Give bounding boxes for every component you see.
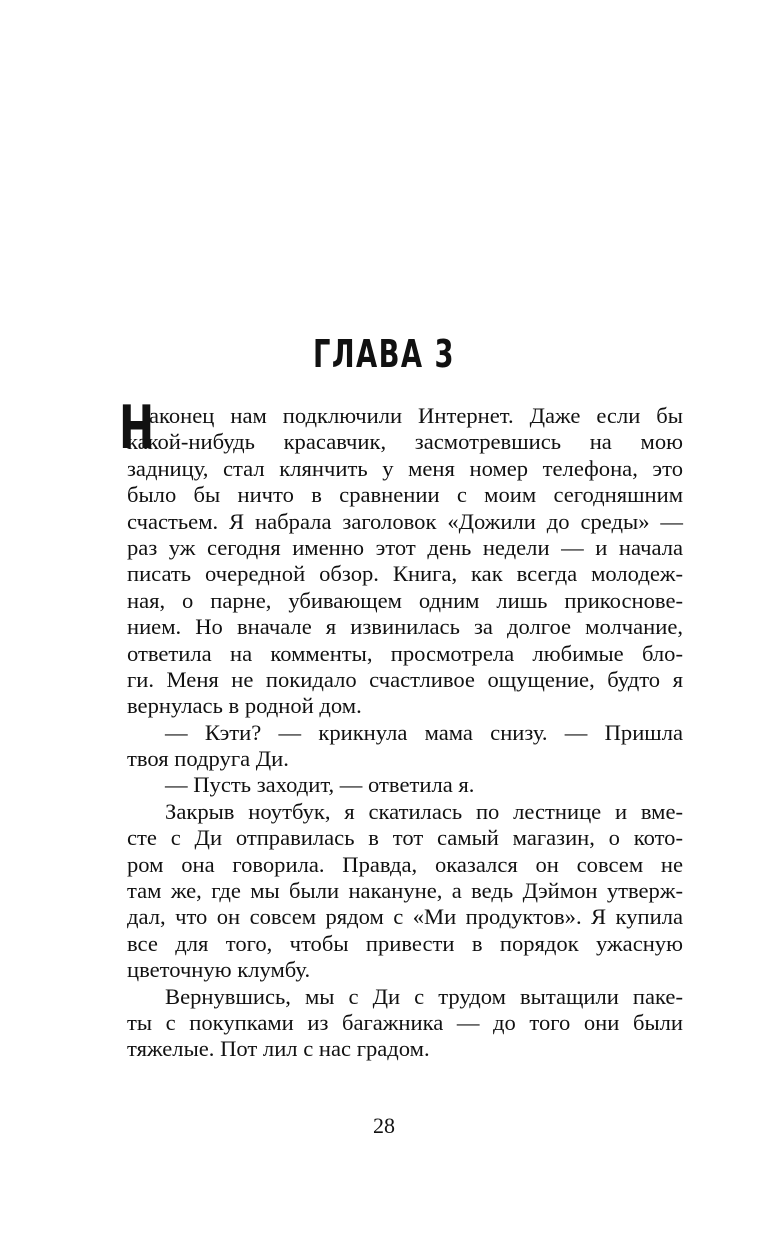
drop-cap: Н xyxy=(119,393,155,463)
text-line: цветочную клумбу. xyxy=(127,957,311,983)
text-line: дал, что он совсем рядом с «Ми продуктов». Я купила xyxy=(127,904,683,930)
text-line: раз уж сегодня именно этот день недели — и начала xyxy=(127,534,683,560)
text-line: ответила на комменты, просмотрела любимые бло- xyxy=(127,640,683,666)
text-line: задницу, стал клянчить у меня номер телефона, это xyxy=(127,455,683,481)
text-line: было бы ничто в сравнении с моим сегодняшним xyxy=(127,482,683,508)
body-text xyxy=(119,393,683,1063)
text-line: нием. Но вначале я извинилась за долгое молчание, xyxy=(127,614,683,640)
text-line: тяжелые. Пот лил с нас градом. xyxy=(127,1036,430,1062)
text-line: ты с покупками из багажника — до того они были xyxy=(127,1009,683,1035)
text-line: писать очередной обзор. Книга, как всегда молодеж- xyxy=(127,561,683,587)
text-line: — Пусть заходит, — ответила я. xyxy=(165,772,475,798)
text-line: ром она говорила. Правда, оказался он совсем не xyxy=(127,851,683,877)
text-line: сте с Ди отправилась в тот самый магазин, о кото- xyxy=(127,825,683,851)
text-line: аконец нам подключили Интернет. Даже если бы xyxy=(149,403,683,428)
text-line: вернулась в родной дом. xyxy=(127,693,362,719)
text-line: счастьем. Я набрала заголовок «Дожили до среды» — xyxy=(127,508,683,534)
page-number: 28 xyxy=(373,1113,395,1138)
text-line: все для того, чтобы привести в порядок ужасную xyxy=(127,930,683,956)
text-line: Закрыв ноутбук, я скатилась по лестнице и вме- xyxy=(165,798,683,824)
text-line: ная, о парне, убивающем одним лишь прикоснове- xyxy=(127,587,683,613)
text-line: Вернувшись, мы с Ди с трудом вытащили паке- xyxy=(165,983,683,1009)
text-line: ги. Меня не покидало счастливое ощущение, будто я xyxy=(127,666,683,692)
text-line: — Кэти? — крикнула мама снизу. — Пришла xyxy=(165,719,683,745)
text-line: там же, где мы были накануне, а ведь Дэймон утверж- xyxy=(127,878,683,904)
text-line: какой-нибудь красавчик, засмотревшись на мою xyxy=(127,429,683,455)
chapter-title: ГЛАВА 3 xyxy=(312,332,455,376)
text-line: твоя подруга Ди. xyxy=(127,746,289,772)
